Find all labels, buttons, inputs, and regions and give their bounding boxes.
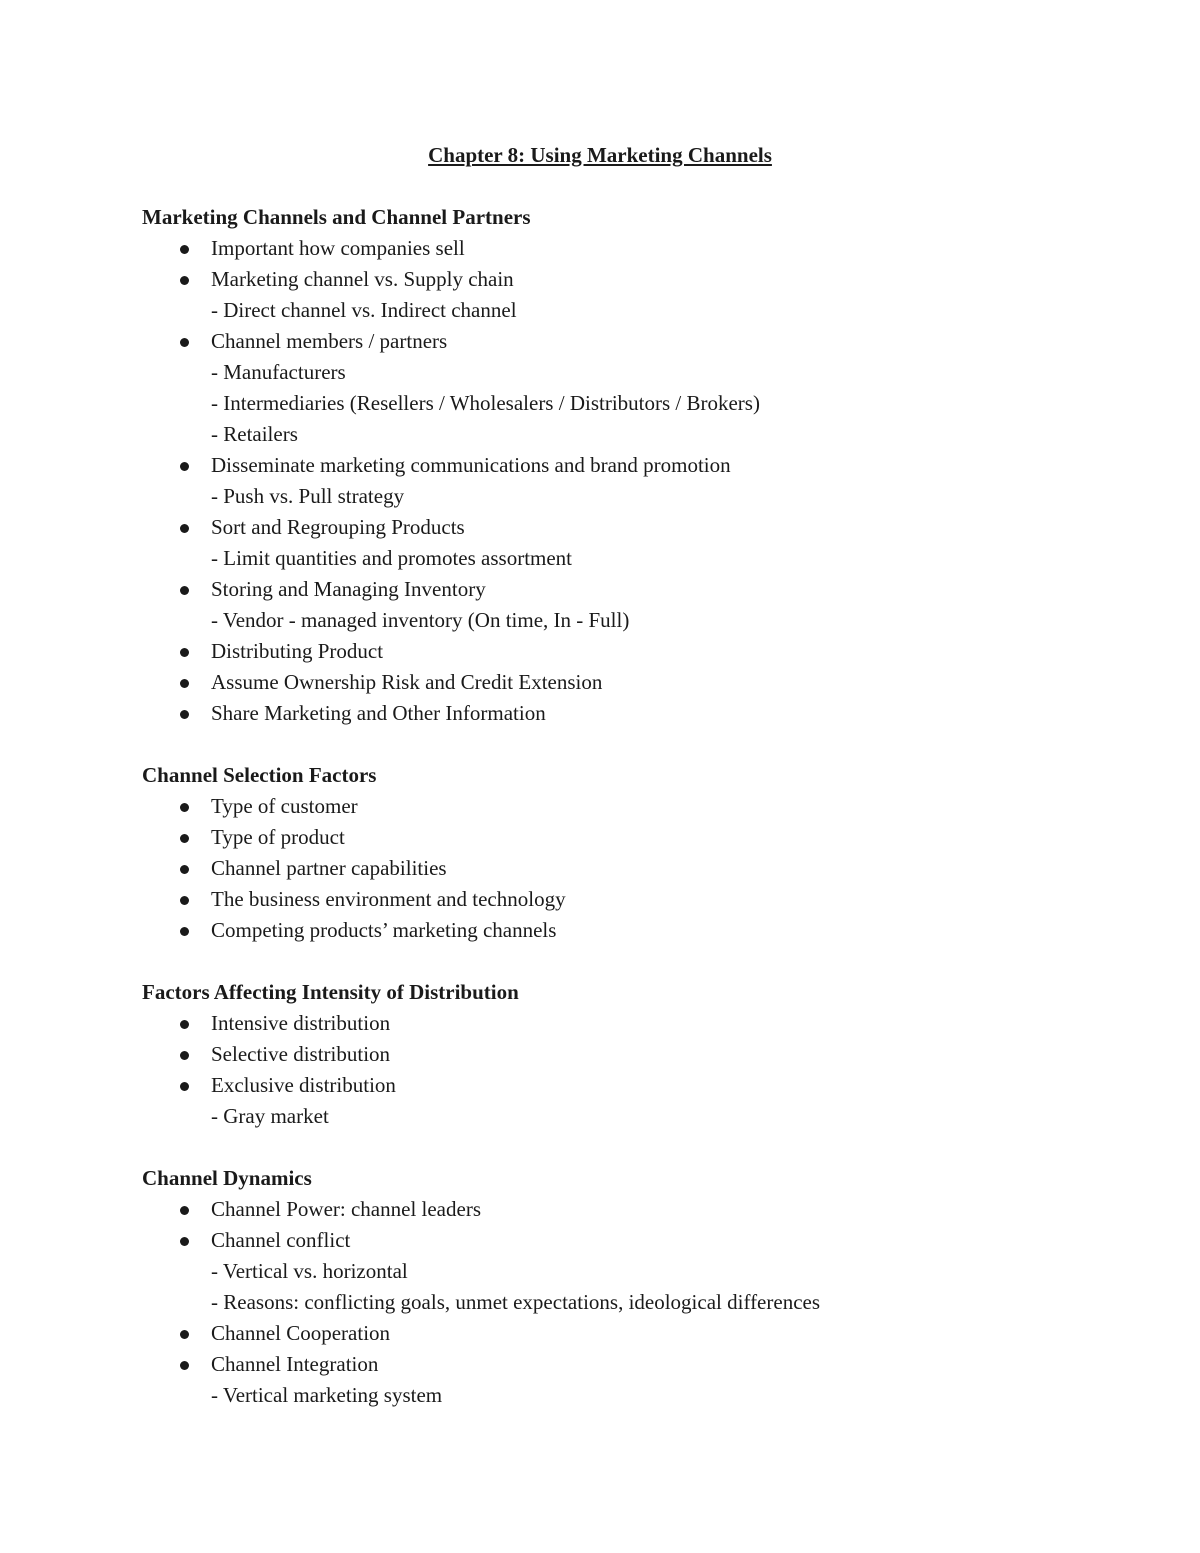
list-item [142,233,1102,264]
list-item-text: Assume Ownership Risk and Credit Extension [211,670,603,694]
sub-item: - Manufacturers [211,360,346,384]
bullet-list [142,1008,1102,1132]
sub-item: - Push vs. Pull strategy [211,484,405,508]
bullet-dot-icon [180,1361,189,1370]
section-heading: Channel Selection Factors [142,763,377,787]
sub-item: - Vertical marketing system [211,1383,443,1407]
list-item [142,884,1102,915]
list-item-text: Storing and Managing Inventory [211,577,486,601]
sub-item: - Direct channel vs. Indirect channel [211,298,517,322]
list-item [142,1318,1102,1349]
list-item [142,1349,1102,1411]
list-item-text: Type of customer [211,794,358,818]
sub-item: - Gray market [211,1104,329,1128]
list-item-text: Marketing channel vs. Supply chain [211,267,514,291]
bullet-dot-icon [180,710,189,719]
list-item-text: Exclusive distribution [211,1073,396,1097]
list-item-text: Important how companies sell [211,236,465,260]
bullet-dot-icon [180,1206,189,1215]
list-item [142,574,1102,636]
list-item [142,326,1102,450]
list-item [142,1008,1102,1039]
list-item-text: Channel Power: channel leaders [211,1197,481,1221]
list-item-text: Share Marketing and Other Information [211,701,546,725]
bullet-dot-icon [180,586,189,595]
sub-item: - Vertical vs. horizontal [211,1259,408,1283]
list-item-text: Channel partner capabilities [211,856,447,880]
list-item [142,1070,1102,1132]
bullet-dot-icon [180,927,189,936]
list-item-text: Competing products’ marketing channels [211,918,557,942]
bullet-dot-icon [180,245,189,254]
list-item [142,1194,1102,1225]
list-item [142,512,1102,574]
list-item [142,853,1102,884]
bullet-dot-icon [180,679,189,688]
bullet-dot-icon [180,276,189,285]
list-item-text: Disseminate marketing communications and brand promotion [211,453,731,477]
list-item-text: Selective distribution [211,1042,391,1066]
sub-item: - Vendor - managed inventory (On time, In - Full) [211,608,630,632]
list-item-text: Sort and Regrouping Products [211,515,465,539]
list-item-text: Channel conflict [211,1228,351,1252]
section-heading: Channel Dynamics [142,1166,312,1190]
bullet-list [142,233,1102,729]
bullet-dot-icon [180,648,189,657]
list-item [142,791,1102,822]
bullet-dot-icon [180,896,189,905]
bullet-dot-icon [180,834,189,843]
bullet-dot-icon [180,338,189,347]
list-item-text: Type of product [211,825,345,849]
page-title: Chapter 8: Using Marketing Channels [428,143,772,167]
sub-item: - Reasons: conflicting goals, unmet expectations, ideological differences [211,1290,821,1314]
list-item-text: Channel Integration [211,1352,379,1376]
section-heading: Marketing Channels and Channel Partners [142,205,531,229]
list-item-text: Intensive distribution [211,1011,391,1035]
list-item-text: Channel members / partners [211,329,448,353]
list-item [142,1225,1102,1318]
document-body [142,202,1102,1442]
list-item-text: The business environment and technology [211,887,566,911]
bullet-dot-icon [180,865,189,874]
section [142,1163,1102,1411]
list-item [142,636,1102,667]
sub-item: - Limit quantities and promotes assortment [211,546,573,570]
list-item-text: Channel Cooperation [211,1321,391,1345]
bullet-list [142,1194,1102,1411]
bullet-dot-icon [180,524,189,533]
section [142,977,1102,1132]
list-item [142,698,1102,729]
bullet-dot-icon [180,1330,189,1339]
section [142,760,1102,946]
bullet-dot-icon [180,803,189,812]
bullet-dot-icon [180,462,189,471]
bullet-dot-icon [180,1051,189,1060]
list-item-text: Distributing Product [211,639,384,663]
list-item [142,450,1102,512]
bullet-dot-icon [180,1082,189,1091]
list-item [142,915,1102,946]
bullet-list [142,791,1102,946]
list-item [142,264,1102,326]
list-item [142,822,1102,853]
list-item [142,667,1102,698]
section-heading: Factors Affecting Intensity of Distribution [142,980,519,1004]
sub-item: - Retailers [211,422,298,446]
section [142,202,1102,729]
bullet-dot-icon [180,1237,189,1246]
bullet-dot-icon [180,1020,189,1029]
list-item [142,1039,1102,1070]
sub-item: - Intermediaries (Resellers / Wholesalers / Distributors / Brokers) [211,391,760,415]
